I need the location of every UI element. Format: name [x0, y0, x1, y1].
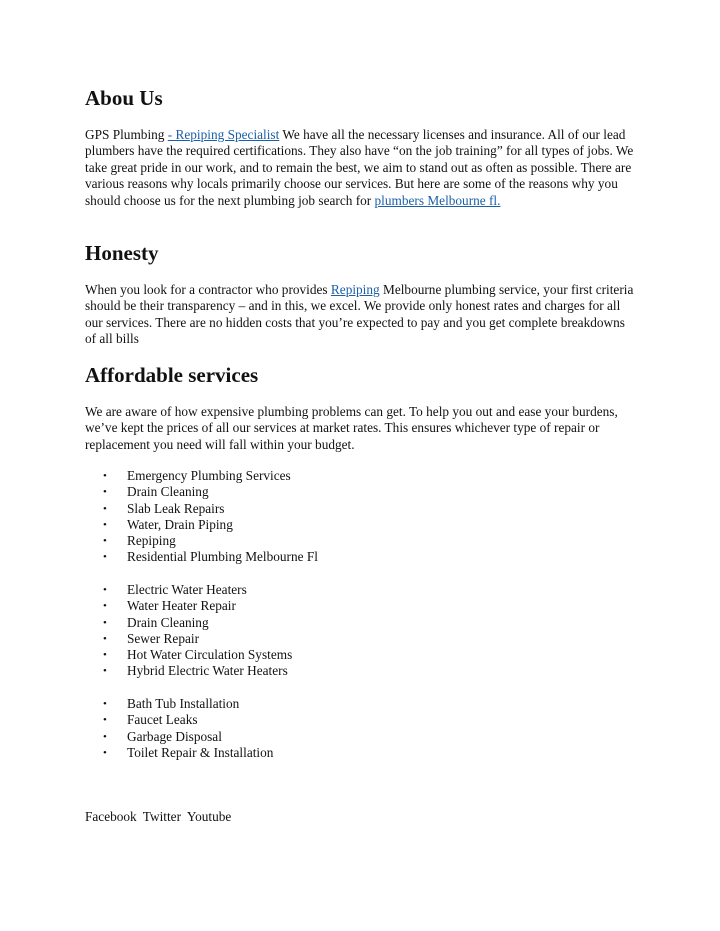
footer-social-links: [85, 809, 234, 825]
list-item-label: Faucet Leaks: [127, 712, 198, 728]
list-item: [103, 582, 292, 598]
bullet-icon: •: [103, 584, 107, 596]
list-item: [103, 517, 318, 533]
bullet-icon: •: [103, 698, 107, 710]
list-item-label: Residential Plumbing Melbourne Fl: [127, 549, 318, 565]
bullet-icon: •: [103, 714, 107, 727]
honesty-text-b: Melbourne plumbing service, your first criteria should be their transparency – and in this, we excel. We provide only honest rates and charges for all our services. There are no hidden costs that you’re expected to pay and you get complete breakdowns of all bills: [85, 282, 634, 347]
service-list-2: [103, 582, 292, 680]
facebook-link[interactable]: Facebook: [85, 809, 137, 824]
bullet-icon: •: [103, 730, 107, 743]
list-item-label: Toilet Repair & Installation: [127, 744, 274, 760]
list-item: [103, 549, 318, 565]
affordable-heading: Affordable services: [85, 363, 259, 387]
repiping-link[interactable]: Repiping: [330, 282, 380, 297]
bullet-icon: •: [103, 616, 107, 629]
bullet-icon: •: [103, 486, 107, 499]
list-item: [103, 729, 273, 745]
list-item-label: Emergency Plumbing Services: [127, 468, 291, 483]
list-item-label: Bath Tub Installation: [127, 696, 240, 711]
service-list-3: [103, 696, 273, 761]
list-item: [103, 712, 273, 728]
list-item: [103, 468, 318, 484]
twitter-link[interactable]: Twitter: [142, 809, 182, 824]
bullet-icon: •: [103, 746, 107, 759]
list-item-label: Drain Cleaning: [127, 484, 209, 500]
honesty-text-a: When you look for a contractor who provides: [85, 282, 331, 297]
bullet-icon: •: [103, 470, 107, 482]
about-heading: Abou Us: [85, 86, 163, 110]
list-item-label: Repiping: [127, 533, 176, 549]
honesty-heading: Honesty: [85, 241, 159, 265]
list-item-label: Water, Drain Piping: [127, 516, 233, 532]
list-item: [103, 484, 318, 500]
repiping-specialist-link[interactable]: - Repiping Specialist: [167, 127, 280, 142]
list-item: [103, 663, 292, 679]
bullet-icon: •: [103, 649, 107, 662]
bullet-icon: •: [103, 502, 107, 515]
list-item-label: Electric Water Heaters: [127, 582, 247, 597]
list-item: [103, 501, 318, 517]
list-item-label: Slab Leak Repairs: [127, 500, 225, 516]
list-item-label: Garbage Disposal: [127, 728, 222, 744]
list-item: [103, 615, 292, 631]
about-text-b: We have all the necessary licenses and insurance. All of our lead plumbers have the required certifications. They also have “on the job training” for all types of jobs. We take great pride in our work, and to remain the best, we aim to stand out as often as possible. There are various reasons why locals primarily choose our services. But here are some of the reasons why you should choose us for the next plumbing job search for: [85, 127, 634, 208]
about-paragraph: [85, 127, 637, 209]
bullet-icon: •: [103, 551, 107, 564]
bullet-icon: •: [103, 632, 107, 645]
bullet-icon: •: [103, 600, 107, 613]
service-list-1: [103, 468, 318, 566]
about-text-a: GPS Plumbing: [85, 127, 168, 142]
affordable-paragraph: We are aware of how expensive plumbing problems can get. To help you out and ease your burdens, we’ve kept the prices of all our services at market rates. This ensures whichever type of repair or replacement you need will fall within your budget.: [85, 404, 618, 452]
list-item-label: Water Heater Repair: [127, 598, 236, 614]
plumbers-melbourne-link[interactable]: plumbers Melbourne fl.: [374, 192, 501, 208]
list-item-label: Hot Water Circulation Systems: [127, 647, 293, 663]
list-item: [103, 598, 292, 614]
bullet-icon: •: [103, 665, 107, 678]
bullet-icon: •: [103, 535, 107, 548]
honesty-paragraph: [85, 282, 637, 348]
bullet-icon: •: [103, 518, 107, 531]
list-item: [103, 647, 292, 663]
list-item: [103, 696, 273, 712]
list-item: [103, 631, 292, 647]
list-item-label: Drain Cleaning: [127, 614, 209, 630]
list-item-label: Hybrid Electric Water Heaters: [127, 663, 288, 679]
youtube-link[interactable]: Youtube: [186, 809, 232, 824]
list-item-label: Sewer Repair: [127, 630, 199, 646]
list-item: [103, 745, 273, 761]
list-item: [103, 533, 318, 549]
